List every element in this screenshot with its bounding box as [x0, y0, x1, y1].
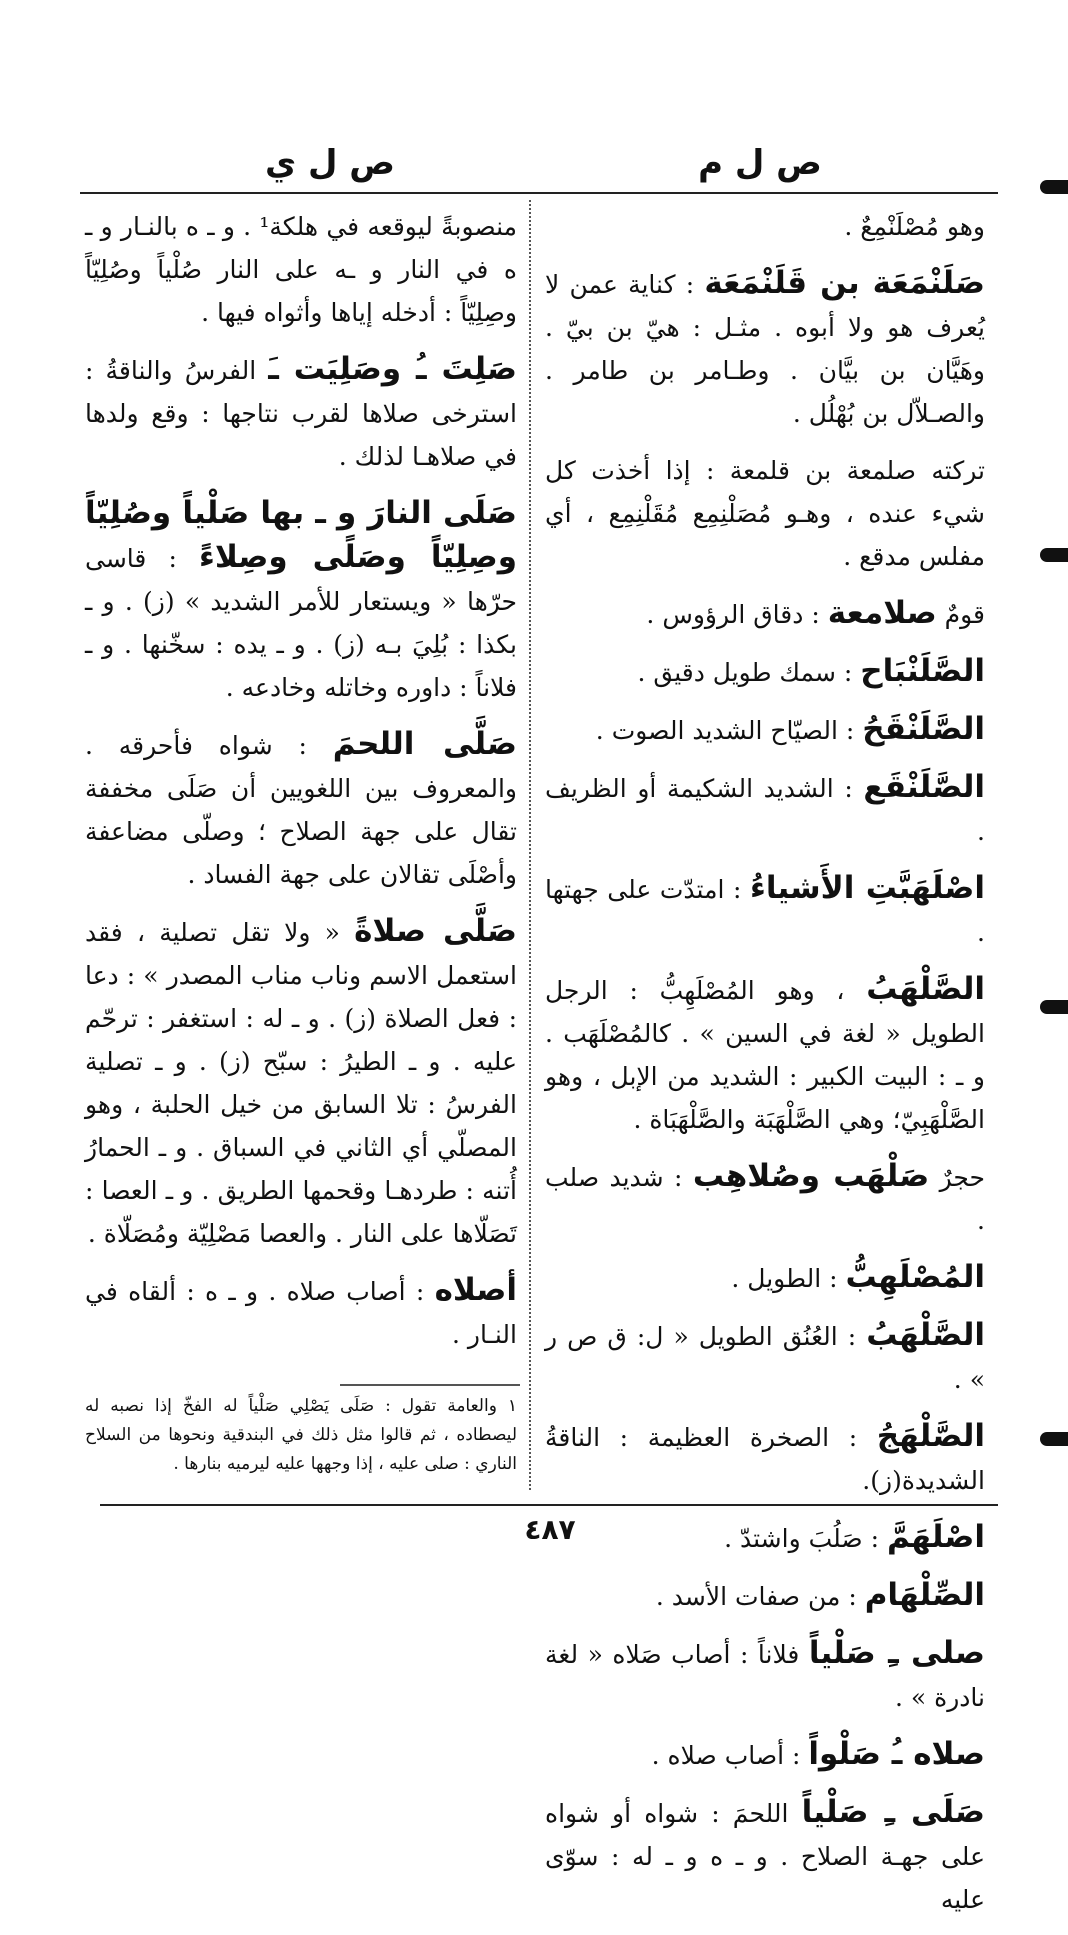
dictionary-entry: [545, 1314, 985, 1401]
entry-definition: : العُنُق الطويل « ل: ق ص ر » .: [545, 1322, 985, 1394]
headword: الصَّلَنْقَع: [863, 769, 985, 805]
entry-definition: : من صفات الأسد .: [655, 1582, 857, 1611]
entry-definition: تركته صلمعة بن قلمعة : إذا أخذت كل شيء عنده ، وهـو مُصَلْنِمِع مُقَلْنِمِع ، أي مفلس مدقع .: [545, 456, 985, 571]
left-column: [85, 205, 517, 1370]
headword: صَلْهَب وصُلاهِب: [692, 1158, 930, 1194]
bottom-rule: [100, 1504, 998, 1506]
right-column: [545, 205, 985, 1935]
column-divider: [529, 200, 531, 1490]
dictionary-entry: [85, 1269, 517, 1356]
entry-definition: منصوبةً ليوقعه في هلكة¹ . و ـ ه بالنـار و ـ ه في النار و ـه على النار صُلْياً وصُلِيّاً وصِلِيّاً : أدخله إياها وأثواه فيها .: [85, 212, 518, 327]
right-column-root-heading: ص ل م: [698, 143, 822, 183]
dictionary-entry: [545, 708, 985, 752]
headword: اصْلَهَبَّتِ الأَشياءُ: [750, 870, 985, 906]
headword: الصَّلَنْبَاح: [860, 653, 985, 689]
dictionary-entry: [545, 1516, 985, 1560]
dictionary-entry: [545, 1155, 985, 1242]
headword: أصلاه: [434, 1272, 518, 1308]
entry-definition: : الصيّاح الشديد الصوت .: [595, 716, 855, 745]
dictionary-entry: [545, 205, 985, 248]
dictionary-entry: [85, 723, 517, 896]
dictionary-entry: [545, 1791, 985, 1921]
margin-mark: [1040, 548, 1068, 562]
dictionary-entry: [545, 1632, 985, 1719]
entry-definition: : الصخرة العظيمة : الناقةُ الشديدة(ز).: [545, 1423, 985, 1495]
headword: الصَّلْهَبُ: [866, 1317, 985, 1353]
entry-definition: : قاسى حرّها « ويستعار للأمر الشديد » (ز) . و ـ بكذا : بُلِيَ بـه (ز) . و ـ يده : سخّنها . و ـ فلاناً : داوره وخاتله وخادعه .: [85, 544, 517, 702]
dictionary-entry: [545, 449, 985, 578]
dictionary-entry: [545, 1256, 985, 1300]
entry-prefix: قومٌ: [944, 600, 985, 629]
entry-definition: : دقاق الرؤوس .: [646, 600, 820, 629]
entry-prefix: حجرٌ: [939, 1163, 985, 1192]
dictionary-entry: [85, 205, 517, 334]
top-rule: [80, 192, 998, 194]
dictionary-entry: [545, 766, 985, 853]
entry-definition: ، وهو المُصْلَهِبُّ : الرجل الطويل « لغة في السين » . كالمُصْلَهَب . و ـ : البيت الكبير : الشديد من الإبل ، وهو الصَّلْهَبِيّ؛ وهي الصَّلْهَبَة والصَّلْهَبَاة .: [545, 976, 985, 1134]
entry-definition: : كناية عمن لا يُعرف هو ولا أبوه . مثـل : هيّ بن بيّ . وهَيَّان بن بيَّان . وطـامر بن طامر . والصـلاّل بن بُهْلُل .: [545, 270, 985, 428]
headword: صلى ـِ صَلْياً: [808, 1635, 986, 1671]
headword: صَلَّى اللحمَ: [332, 726, 517, 762]
entry-definition: : الشديد الشكيمة أو الظريف .: [545, 774, 985, 846]
dictionary-entry: [545, 650, 985, 694]
margin-mark: [1040, 1432, 1068, 1446]
entry-definition: : شواه فأحرقه . والمعروف بين اللغويين أن صَلَى مخففة تقال على جهة الصلاح ؛ وصلّى مضاعفة وأصْلَى تقالان على جهة الفساد .: [85, 731, 517, 889]
entry-definition: : صَلُبَ واشتدّ .: [724, 1524, 880, 1553]
dictionary-entry: [545, 592, 985, 636]
margin-mark: [1040, 1000, 1068, 1014]
dictionary-entry: [85, 910, 517, 1255]
headword: صلاه ـُ صَلْواً: [808, 1736, 985, 1772]
entry-definition: الفرسُ والناقةُ : استرخى صلاها لقرب نتاجها : وقع ولدها في صلاهـا لذلك .: [85, 356, 517, 471]
dictionary-entry: [545, 1574, 985, 1618]
entry-definition: : سمك طويل دقيق .: [637, 658, 853, 687]
headword: صلامعة: [827, 595, 937, 631]
entry-definition: : أصاب صلاه .: [651, 1741, 801, 1770]
headword: صَلَى ـِ صَلْياً: [801, 1794, 986, 1830]
entry-definition: « ولا تقل تصلية ، فقد استعمل الاسم وناب مناب المصدر » : دعا : فعل الصلاة (ز) . و ـ له : استغفر : ترحّم عليه . و ـ الطيرُ : سبّح (ز) . و ـ تصلية الفرسُ : تلا السابق من خيل الحلبة ، وهو المصلّي أي الثاني في السباق . و ـ الحمارُ أُتنه : طردهـا وقحمها الطريق . و ـ العصا : تَصَلّاها على النار . والعصا مَصْلِيّة ومُصَلّاة .: [85, 918, 517, 1248]
dictionary-entry: [545, 1733, 985, 1777]
headword: صَلَنْمَعَة بن قَلَنْمَعَة: [704, 265, 985, 301]
dictionary-entry: [545, 1415, 985, 1502]
left-column-root-heading: ص ل ي: [264, 143, 396, 183]
headword: الصَّلْهَبُ: [866, 971, 985, 1007]
headword: الصَّلَنْقَحُ: [862, 711, 985, 747]
dictionary-entry: [85, 492, 517, 709]
headword: صَلِتَ ـُ وصَلِيَت ـَ: [268, 351, 517, 387]
footnote: ١ والعامة تقول : صَلَى يَصْلِي صَلْياً له الفخّ إذا نصبه له ليصطاده ، ثم قالوا مثل ذلك في البندقية ونحوها من السلاح الناري : صلى عليه ، إذا وجهها عليه ليرميه بنارها .: [85, 1396, 517, 1474]
entry-definition: اللحمَ : شواه أو شواه على جهـة الصلاح . و ـ ه و ـ له : سوّى عليه: [545, 1799, 985, 1914]
margin-mark: [1040, 180, 1068, 194]
entry-definition: وهو مُصْلَنْمِعٌ .: [844, 212, 985, 241]
headword: صَلَى النارَ و ـ بها صَلْياً وصُلِيّاً وصِلِيّاً وصَلًى وصِلاءً: [85, 495, 517, 575]
headword: اصْلَهَمَّ: [886, 1519, 985, 1555]
dictionary-entry: [545, 968, 985, 1141]
dictionary-entry: [85, 348, 517, 478]
entry-definition: : أصاب صلاه . و ـ ه : ألقاه في النـار .: [85, 1277, 517, 1349]
entry-definition: : امتدّت على جهتها .: [545, 875, 985, 947]
entry-definition: : شديد صلب .: [545, 1163, 985, 1235]
headword: المُصْلَهِبُّ: [845, 1259, 985, 1295]
dictionary-entry: [545, 867, 985, 954]
entry-definition: فلاناً : أصاب صَلاه « لغة نادرة » .: [545, 1640, 985, 1712]
footnote-rule: [340, 1384, 520, 1386]
headword: الصِّلْهَام: [864, 1577, 985, 1613]
page-number: ٤٨٧: [524, 1513, 576, 1546]
entry-definition: : الطويل .: [731, 1264, 838, 1293]
dictionary-entry: [545, 262, 985, 435]
headword: الصَّلْهَجُ: [876, 1418, 986, 1454]
headword: صَلَّى صلاةً: [354, 913, 517, 949]
